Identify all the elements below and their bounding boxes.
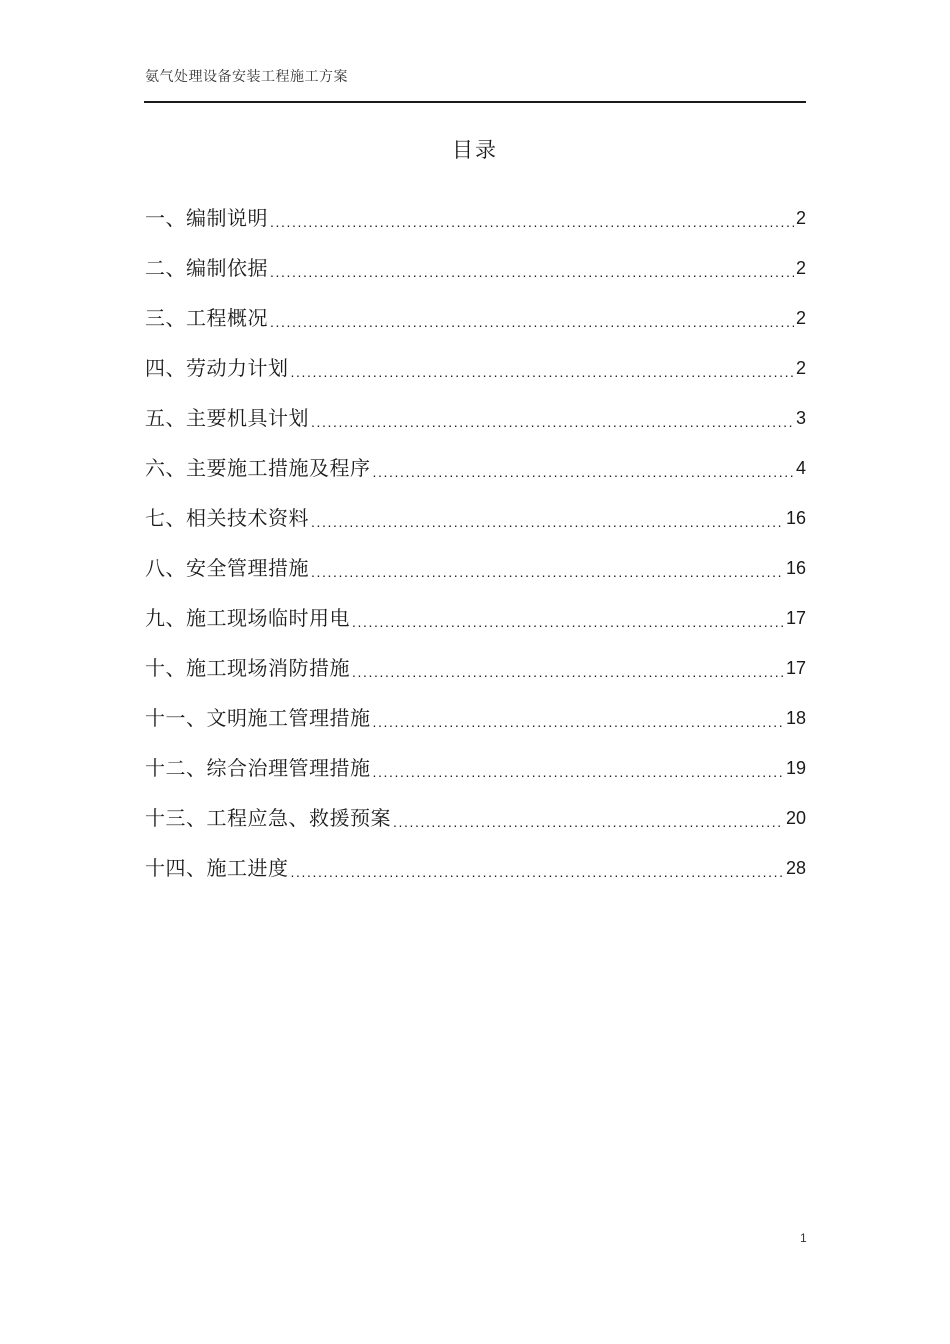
toc-entry[interactable] bbox=[145, 584, 806, 634]
toc-entry[interactable] bbox=[145, 484, 806, 534]
toc-entry-label: 四、劳动力计划 bbox=[145, 356, 289, 380]
toc-entry[interactable] bbox=[145, 784, 806, 834]
toc-entry[interactable] bbox=[145, 434, 806, 484]
toc-entry-label: 八、安全管理措施 bbox=[145, 556, 309, 580]
toc-dot-leader bbox=[270, 252, 794, 284]
toc-entry-page: 17 bbox=[785, 608, 806, 628]
toc-dot-leader bbox=[373, 702, 784, 734]
running-header: 氨气处理设备安装工程施工方案 bbox=[145, 69, 348, 85]
toc-entry[interactable] bbox=[145, 734, 806, 784]
toc-entry-page: 3 bbox=[795, 408, 806, 428]
toc-dot-leader bbox=[311, 402, 794, 434]
toc-entry-label: 三、工程概况 bbox=[145, 306, 268, 330]
toc-dot-leader bbox=[291, 852, 784, 884]
toc-title: 目录 bbox=[452, 138, 498, 162]
toc-dot-leader bbox=[373, 452, 794, 484]
toc-entry[interactable] bbox=[145, 334, 806, 384]
toc-entry-label: 一、编制说明 bbox=[145, 206, 268, 230]
toc-entry-label: 六、主要施工措施及程序 bbox=[145, 456, 371, 480]
toc-entry-page: 4 bbox=[795, 458, 806, 478]
toc-entry-page: 2 bbox=[795, 258, 806, 278]
toc-dot-leader bbox=[352, 602, 784, 634]
toc-entry-page: 17 bbox=[785, 658, 806, 678]
toc-entry[interactable] bbox=[145, 684, 806, 734]
toc-entry-label: 十一、文明施工管理措施 bbox=[145, 706, 371, 730]
table-of-contents bbox=[145, 184, 806, 884]
toc-dot-leader bbox=[270, 302, 794, 334]
toc-entry-label: 十三、工程应急、救援预案 bbox=[145, 806, 391, 830]
toc-entry[interactable] bbox=[145, 834, 806, 884]
toc-entry-label: 十四、施工进度 bbox=[145, 856, 289, 880]
toc-entry-label: 十、施工现场消防措施 bbox=[145, 656, 350, 680]
toc-entry-page: 20 bbox=[785, 808, 806, 828]
toc-dot-leader bbox=[291, 352, 794, 384]
toc-entry-page: 2 bbox=[795, 208, 806, 228]
toc-dot-leader bbox=[311, 552, 784, 584]
toc-entry[interactable] bbox=[145, 634, 806, 684]
toc-entry-label: 五、主要机具计划 bbox=[145, 406, 309, 430]
header-divider bbox=[144, 101, 806, 103]
toc-dot-leader bbox=[352, 652, 784, 684]
toc-entry[interactable] bbox=[145, 384, 806, 434]
toc-entry-page: 18 bbox=[785, 708, 806, 728]
toc-entry-page: 2 bbox=[795, 358, 806, 378]
toc-entry-label: 二、编制依据 bbox=[145, 256, 268, 280]
toc-entry[interactable] bbox=[145, 184, 806, 234]
toc-entry[interactable] bbox=[145, 284, 806, 334]
toc-dot-leader bbox=[373, 752, 784, 784]
toc-entry-page: 28 bbox=[785, 858, 806, 878]
toc-entry[interactable] bbox=[145, 534, 806, 584]
toc-entry-label: 九、施工现场临时用电 bbox=[145, 606, 350, 630]
toc-entry-label: 十二、综合治理管理措施 bbox=[145, 756, 371, 780]
toc-dot-leader bbox=[393, 802, 784, 834]
toc-dot-leader bbox=[311, 502, 784, 534]
toc-entry-page: 19 bbox=[785, 758, 806, 778]
toc-entry-page: 16 bbox=[785, 508, 806, 528]
toc-dot-leader bbox=[270, 202, 794, 234]
footer-page-number: 1 bbox=[800, 1231, 807, 1245]
toc-entry-label: 七、相关技术资料 bbox=[145, 506, 309, 530]
toc-entry-page: 16 bbox=[785, 558, 806, 578]
toc-entry[interactable] bbox=[145, 234, 806, 284]
toc-entry-page: 2 bbox=[795, 308, 806, 328]
